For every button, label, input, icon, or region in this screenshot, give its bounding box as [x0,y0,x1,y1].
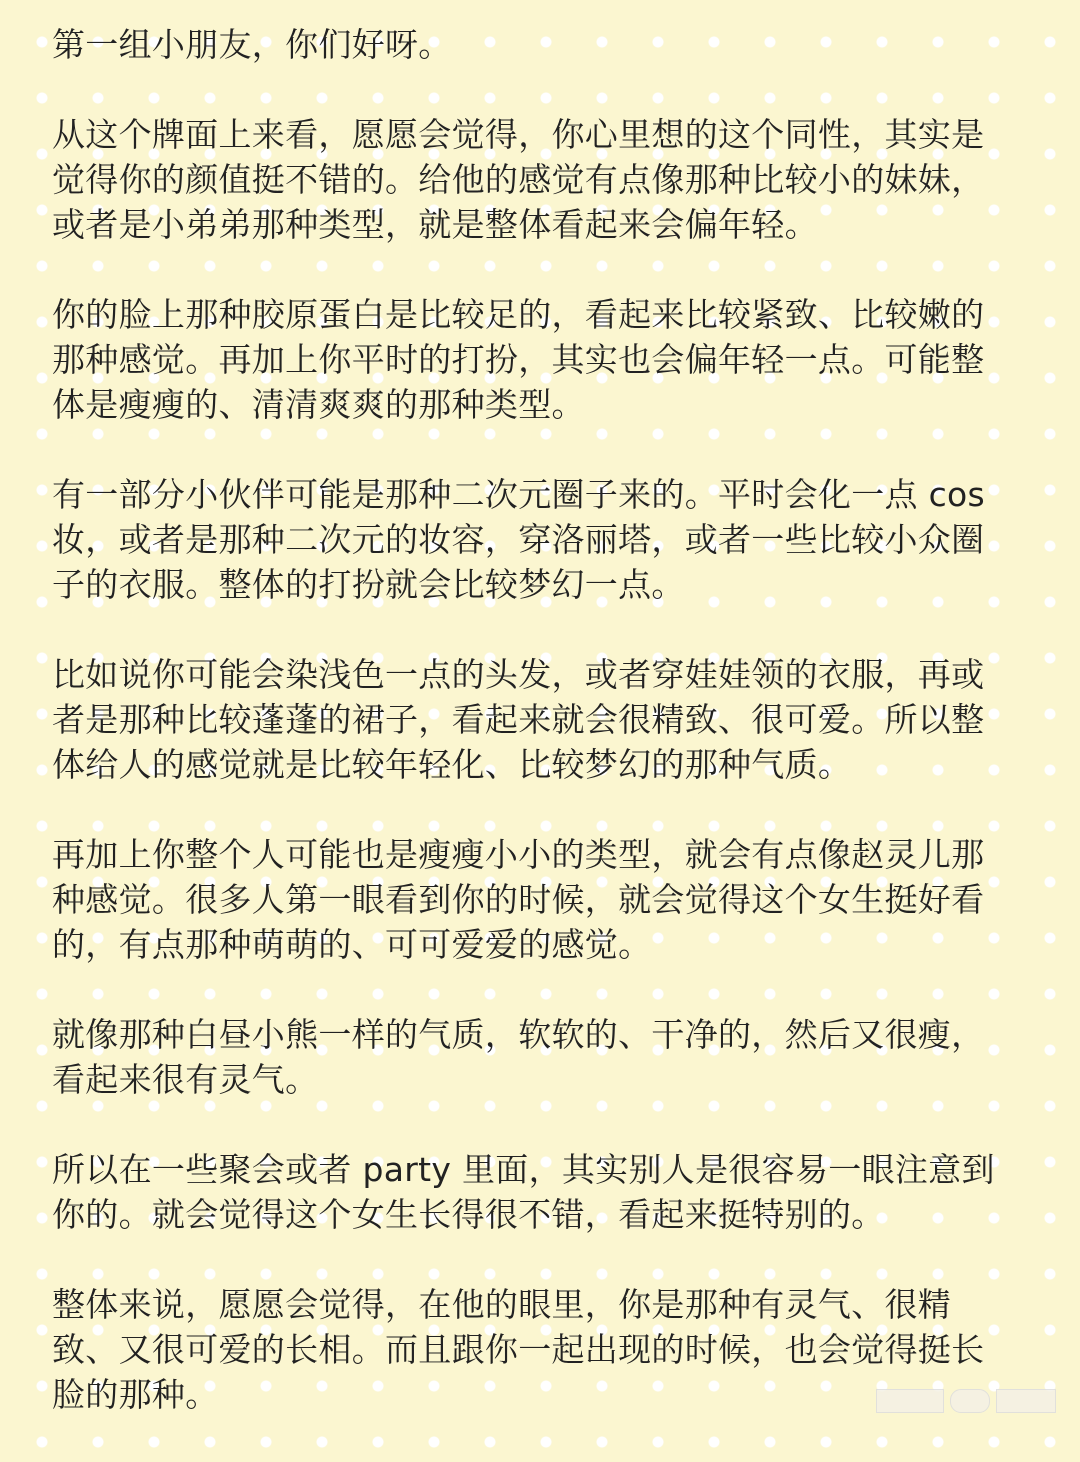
document-body [52,22,997,1462]
paragraph-party: 所以在一些聚会或者 party 里面，其实别人是很容易一眼注意到你的。就会觉得这个女生长得很不错，看起来挺特别的。 [52,1150,995,1234]
watermark-mark-icon [876,1389,944,1413]
paragraph-card-reading: 从这个牌面上来看，愿愿会觉得，你心里想的这个同性，其实是觉得你的颜值挺不错的。给他的感觉有点像那种比较小的妹妹，或者是小弟弟那种类型，就是整体看起来会偏年轻。 [52,115,985,244]
paragraph-greeting: 第一组小朋友，你们好呀。 [52,25,452,64]
paragraph-anime-circle: 有一部分小伙伴可能是那种二次元圈子来的。平时会化一点 cos 妆，或者是那种二次元的妆容，穿洛丽塔，或者一些比较小众圈子的衣服。整体的打扮就会比较梦幻一点。 [52,475,986,604]
watermark-logo [866,1384,1056,1418]
watermark-handle-icon [996,1389,1056,1413]
paragraph-style: 比如说你可能会染浅色一点的头发，或者穿娃娃领的衣服，再或者是那种比较蓬蓬的裙子，看起来就会很精致、很可爱。所以整体给人的感觉就是比较年轻化、比较梦幻的那种气质。 [52,655,985,784]
paragraph-body-type: 再加上你整个人可能也是瘦瘦小小的类型，就会有点像赵灵儿那种感觉。很多人第一眼看到你的时候，就会觉得这个女生挺好看的，有点那种萌萌的、可可爱爱的感觉。 [52,835,985,964]
paragraph-summary: 整体来说，愿愿会觉得，在他的眼里，你是那种有灵气、很精致、又很可爱的长相。而且跟你一起出现的时候，也会觉得挺长脸的那种。 [52,1285,985,1414]
paragraph-face: 你的脸上那种胶原蛋白是比较足的，看起来比较紧致、比较嫩的那种感觉。再加上你平时的打扮，其实也会偏年轻一点。可能整体是瘦瘦的、清清爽爽的那种类型。 [52,295,985,424]
paragraph-bear: 就像那种白昼小熊一样的气质，软软的、干净的，然后又很瘦，看起来很有灵气。 [52,1015,985,1099]
watermark-avatar-icon [950,1389,990,1413]
